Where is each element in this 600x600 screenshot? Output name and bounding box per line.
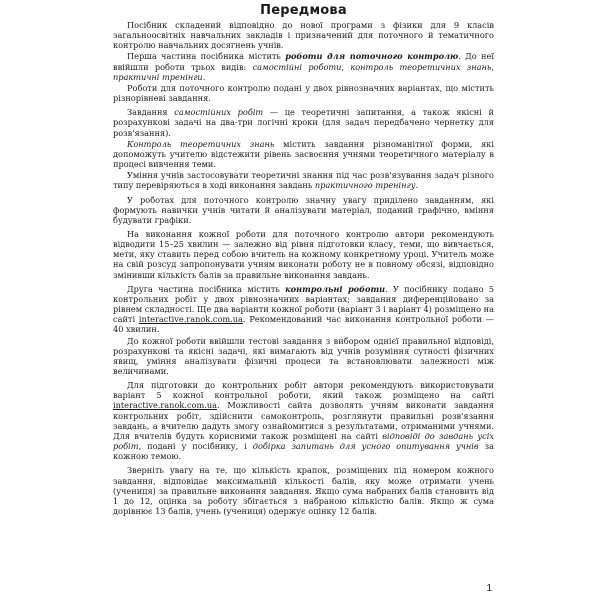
paragraph-11: Для підготовки до контрольних робіт автори рекомендують використовувати варіант 5 кожної контрольної роботи, який також розміщено на сайті interactive.ranok.com.ua. Можливості сайта дозволять учням виконати завдання контрольних робіт, здійснити самоконтроль, розглянути правильні розв'язання завдань, а вчителю дадуть змогу ознайомитися з результатами, отриманими учнями. Для вчителів будуть корисними також розміщені на сайті відповіді до завдань усіх робіт, подані у посібнику, і добірка запитань для усного опитування учнів за кожною темою.: [113, 380, 495, 462]
paragraph-9: Друга частина посібника містить контрольні роботи. У посібнику подано 5 контрольних робіт у двох рівнозначних варіантах; завдання диференційовано за рівнем складності. Ще два варіанти кожної роботи (варіант 3 і варіант 4) розміщено на сайті interactive.ranok.com.ua. Рекомендований час виконання контрольної роботи — 40 хвилин.: [113, 283, 494, 335]
emphasis-independent-works-2: самостійних робіт: [174, 107, 264, 118]
paragraph-6: Уміння учнів застосовувати теоретичні знання під час розв'язування задач різного типу перевіряються в ході виконання завдань практичного тренінгу.: [113, 170, 494, 191]
paragraph-1: Посібник складений відповідно до нової програми з фізики для 9 класів загальноосвітніх навчальних закладів і призначений для поточного й тематичного контролю навчальних досягнень учнів.: [113, 20, 494, 51]
emphasis-theory-control-2: Контроль теоретичних знань: [127, 138, 275, 149]
page-title: Передмова: [260, 3, 347, 18]
paragraph-2: Перша частина посібника містить роботи для поточного контролю. До неї ввійшли роботи трьох видів: самостійні роботи, контроль теоретичних знань, практичні тренінги.: [113, 51, 494, 82]
paragraph-5: Контроль теоретичних знань містить завдання різноманітної форми, які допоможуть учителю відстежити рівень засвоєння учнями теоретичного матеріалу в процесі вивчення теми.: [113, 138, 494, 170]
paragraph-12: Зверніть увагу на те, що кількість крапок, розміщених під номером кожного завдання, відповідає максимальній кількості балів, яку може отримати учень (учениця) за правильне виконання завдання. Якщо сума набраних балів становить від 1 до 12, оцінка за роботу збігається з набраною кількістю балів. Якщо ж сума дорівнює 13 балів, учень (учениця) одержує оцінку 12 балів.: [113, 465, 494, 517]
site-link-2[interactable]: interactive.ranok.com.ua: [113, 400, 217, 411]
emphasis-questions: добірка запитань для усного опитування учнів: [252, 441, 479, 452]
site-link[interactable]: interactive.ranok.com.ua: [138, 314, 243, 325]
emphasis-practical-trainings: практичні тренінги: [113, 71, 203, 82]
emphasis-practical-training-2: практичного тренінгу: [314, 180, 416, 191]
emphasis-current-control: роботи для поточного контролю: [285, 51, 459, 62]
emphasis-answers: відповіді до завдань усіх робіт: [113, 430, 495, 452]
paragraph-7: У роботах для поточного контролю значну увагу приділено завданням, які формують навички учнів читати й аналізувати матеріал, поданий графічно, вміння будувати графіки.: [113, 194, 494, 225]
paragraph-8: На виконання кожної роботи для поточного контролю автори рекомендують відводити 15–25 хвилин — залежно від рівня підготовки класу, теми, що вивчається, мети, яку ставить перед собою вчитель на кожному конкретному уроці. Учитель може на свій розсуд запропонувати учням виконати роботу не в повному обсязі, відповідно змінивши кількість балів за правильне виконання завдань.: [113, 228, 494, 280]
preface-body: [113, 20, 494, 516]
paragraph-10: До кожної роботи ввійшли тестові завдання з вибором однієї правильної відповіді, розрахункові та якісні задачі, які вимагають від учнів розуміння сутності фізичних явищ, уміння аналізувати фізичні процеси та встановлювати залежності між величинами.: [113, 335, 494, 376]
emphasis-independent-works: самостійні роботи: [252, 61, 342, 72]
paragraph-4: Завдання самостійних робіт — це теоретичні запитання, а також якісні й розрахункові задачі на два-три логічні кроки (для задач передбачено чернетку для розв'язання).: [113, 107, 494, 138]
emphasis-theory-control: контроль теоретичних знань: [350, 61, 492, 72]
page-number: 1: [486, 583, 492, 594]
emphasis-control-works: контрольні роботи: [285, 283, 386, 294]
paragraph-3: Роботи для поточного контролю подані у двох рівнозначних варіантах, що містить різнорівневі завдання.: [113, 82, 494, 104]
